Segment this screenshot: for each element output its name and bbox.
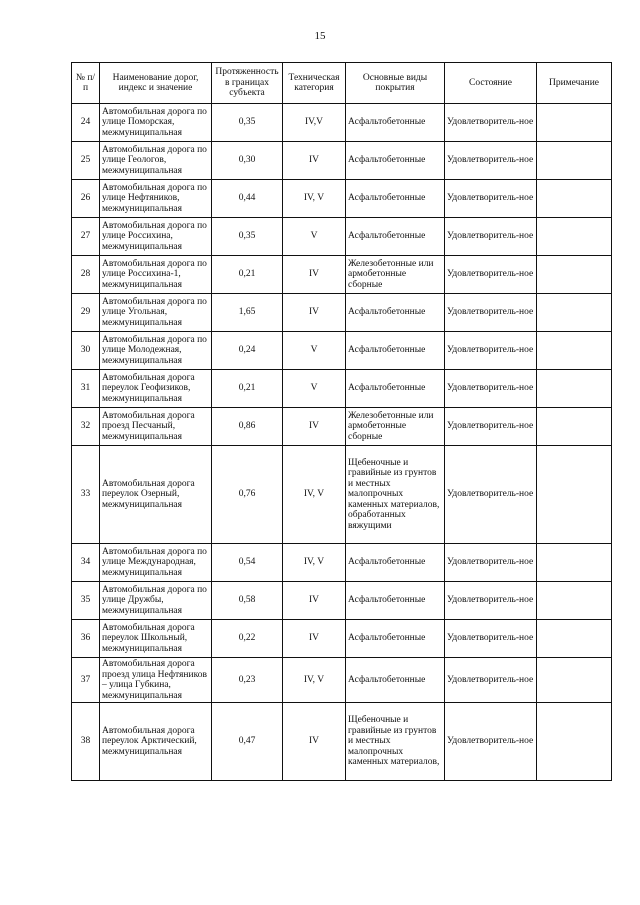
header-name: Наименование дорог, индекс и значение bbox=[100, 63, 212, 104]
cell-note bbox=[537, 408, 612, 446]
cell-surface: Асфальтобетонные bbox=[346, 582, 445, 620]
cell-surface: Щебеночные и гравийные из грунтов и местных малопрочных каменных материалов, обработанных вяжущими bbox=[346, 446, 445, 544]
cell-length: 0,23 bbox=[212, 658, 283, 703]
cell-length: 0,76 bbox=[212, 446, 283, 544]
table-row bbox=[72, 332, 612, 370]
cell-category: IV bbox=[283, 582, 346, 620]
cell-num: 24 bbox=[72, 104, 100, 142]
cell-category: IV, V bbox=[283, 658, 346, 703]
table-row bbox=[72, 703, 612, 781]
cell-category: IV bbox=[283, 256, 346, 294]
cell-length: 0,86 bbox=[212, 408, 283, 446]
cell-category: IV, V bbox=[283, 446, 346, 544]
cell-category: V bbox=[283, 370, 346, 408]
cell-length: 0,35 bbox=[212, 218, 283, 256]
cell-state: Удовлетворитель-ное bbox=[445, 142, 537, 180]
cell-surface: Щебеночные и гравийные из грунтов и местных малопрочных каменных материалов, bbox=[346, 703, 445, 781]
cell-note bbox=[537, 703, 612, 781]
cell-name: Автомобильная дорога по улице Нефтяников, межмуниципальная bbox=[100, 180, 212, 218]
cell-length: 0,30 bbox=[212, 142, 283, 180]
cell-state: Удовлетворитель-ное bbox=[445, 582, 537, 620]
cell-length: 0,58 bbox=[212, 582, 283, 620]
table-row bbox=[72, 218, 612, 256]
cell-category: IV bbox=[283, 703, 346, 781]
cell-note bbox=[537, 370, 612, 408]
cell-name: Автомобильная дорога проезд Песчаный, межмуниципальная bbox=[100, 408, 212, 446]
cell-num: 30 bbox=[72, 332, 100, 370]
cell-category: IV, V bbox=[283, 544, 346, 582]
cell-name: Автомобильная дорога по улице Геологов, межмуниципальная bbox=[100, 142, 212, 180]
cell-note bbox=[537, 104, 612, 142]
cell-category: V bbox=[283, 218, 346, 256]
cell-name: Автомобильная дорога по улице Международная, межмуниципальная bbox=[100, 544, 212, 582]
cell-state: Удовлетворитель-ное bbox=[445, 294, 537, 332]
table-row bbox=[72, 658, 612, 703]
cell-note bbox=[537, 544, 612, 582]
cell-note bbox=[537, 142, 612, 180]
cell-num: 38 bbox=[72, 703, 100, 781]
cell-num: 36 bbox=[72, 620, 100, 658]
cell-state: Удовлетворитель-ное bbox=[445, 332, 537, 370]
header-num: № п/п bbox=[72, 63, 100, 104]
cell-state: Удовлетворитель-ное bbox=[445, 370, 537, 408]
cell-surface: Асфальтобетонные bbox=[346, 218, 445, 256]
cell-length: 0,21 bbox=[212, 370, 283, 408]
cell-state: Удовлетворитель-ное bbox=[445, 104, 537, 142]
cell-note bbox=[537, 332, 612, 370]
cell-state: Удовлетворитель-ное bbox=[445, 218, 537, 256]
cell-length: 0,47 bbox=[212, 703, 283, 781]
cell-surface: Асфальтобетонные bbox=[346, 180, 445, 218]
cell-name: Автомобильная дорога по улице Молодежная, межмуниципальная bbox=[100, 332, 212, 370]
cell-num: 32 bbox=[72, 408, 100, 446]
table-row bbox=[72, 142, 612, 180]
cell-length: 0,22 bbox=[212, 620, 283, 658]
cell-name: Автомобильная дорога по улице Поморская, межмуниципальная bbox=[100, 104, 212, 142]
cell-state: Удовлетворитель-ное bbox=[445, 703, 537, 781]
cell-surface: Асфальтобетонные bbox=[346, 544, 445, 582]
cell-surface: Асфальтобетонные bbox=[346, 370, 445, 408]
cell-name: Автомобильная дорога проезд улица Нефтяников – улица Губкина, межмуниципальная bbox=[100, 658, 212, 703]
cell-length: 0,21 bbox=[212, 256, 283, 294]
cell-state: Удовлетворитель-ное bbox=[445, 544, 537, 582]
cell-length: 0,44 bbox=[212, 180, 283, 218]
cell-state: Удовлетворитель-ное bbox=[445, 180, 537, 218]
cell-name: Автомобильная дорога по улице Угольная, межмуниципальная bbox=[100, 294, 212, 332]
cell-surface: Асфальтобетонные bbox=[346, 142, 445, 180]
cell-category: IV bbox=[283, 408, 346, 446]
cell-state: Удовлетворитель-ное bbox=[445, 620, 537, 658]
table-row bbox=[72, 104, 612, 142]
cell-state: Удовлетворитель-ное bbox=[445, 256, 537, 294]
page-number: 15 bbox=[314, 30, 326, 42]
cell-state: Удовлетворитель-ное bbox=[445, 446, 537, 544]
table-row bbox=[72, 256, 612, 294]
cell-category: IV bbox=[283, 620, 346, 658]
cell-num: 33 bbox=[72, 446, 100, 544]
cell-num: 37 bbox=[72, 658, 100, 703]
cell-length: 0,35 bbox=[212, 104, 283, 142]
cell-length: 0,24 bbox=[212, 332, 283, 370]
header-state: Состояние bbox=[445, 63, 537, 104]
table-row bbox=[72, 294, 612, 332]
header-length: Протяженность в границах субъекта bbox=[212, 63, 283, 104]
cell-name: Автомобильная дорога переулок Школьный, межмуниципальная bbox=[100, 620, 212, 658]
cell-surface: Асфальтобетонные bbox=[346, 658, 445, 703]
cell-state: Удовлетворитель-ное bbox=[445, 658, 537, 703]
cell-surface: Асфальтобетонные bbox=[346, 620, 445, 658]
table-body bbox=[72, 104, 612, 781]
cell-note bbox=[537, 620, 612, 658]
cell-num: 25 bbox=[72, 142, 100, 180]
cell-category: IV,V bbox=[283, 104, 346, 142]
cell-num: 28 bbox=[72, 256, 100, 294]
cell-state: Удовлетворитель-ное bbox=[445, 408, 537, 446]
cell-surface: Асфальтобетонные bbox=[346, 294, 445, 332]
cell-name: Автомобильная дорога переулок Арктический, межмуниципальная bbox=[100, 703, 212, 781]
header-surface: Основные виды покрытия bbox=[346, 63, 445, 104]
cell-num: 29 bbox=[72, 294, 100, 332]
cell-surface: Асфальтобетонные bbox=[346, 332, 445, 370]
cell-num: 31 bbox=[72, 370, 100, 408]
table-row bbox=[72, 620, 612, 658]
header-category: Техническая категория bbox=[283, 63, 346, 104]
cell-note bbox=[537, 294, 612, 332]
cell-name: Автомобильная дорога переулок Геофизиков, межмуниципальная bbox=[100, 370, 212, 408]
cell-name: Автомобильная дорога по улице Россихина, межмуниципальная bbox=[100, 218, 212, 256]
cell-surface: Асфальтобетонные bbox=[346, 104, 445, 142]
cell-note bbox=[537, 218, 612, 256]
cell-category: IV bbox=[283, 142, 346, 180]
cell-name: Автомобильная дорога по улице Россихина-1, межмуниципальная bbox=[100, 256, 212, 294]
cell-note bbox=[537, 446, 612, 544]
table-row bbox=[72, 370, 612, 408]
cell-note bbox=[537, 256, 612, 294]
cell-num: 27 bbox=[72, 218, 100, 256]
cell-length: 1,65 bbox=[212, 294, 283, 332]
cell-num: 34 bbox=[72, 544, 100, 582]
roads-table bbox=[71, 62, 612, 781]
table-header-row bbox=[72, 63, 612, 104]
cell-surface: Железобетонные или армобетонные сборные bbox=[346, 256, 445, 294]
cell-category: V bbox=[283, 332, 346, 370]
cell-note bbox=[537, 582, 612, 620]
cell-note bbox=[537, 180, 612, 218]
cell-surface: Железобетонные или армобетонные сборные bbox=[346, 408, 445, 446]
cell-num: 35 bbox=[72, 582, 100, 620]
table-row bbox=[72, 408, 612, 446]
table-row bbox=[72, 544, 612, 582]
table-row bbox=[72, 180, 612, 218]
cell-category: IV, V bbox=[283, 180, 346, 218]
cell-num: 26 bbox=[72, 180, 100, 218]
cell-name: Автомобильная дорога переулок Озерный, межмуниципальная bbox=[100, 446, 212, 544]
cell-category: IV bbox=[283, 294, 346, 332]
table-row bbox=[72, 446, 612, 544]
table-row bbox=[72, 582, 612, 620]
cell-name: Автомобильная дорога по улице Дружбы, межмуниципальная bbox=[100, 582, 212, 620]
header-note: Примечание bbox=[537, 63, 612, 104]
cell-length: 0,54 bbox=[212, 544, 283, 582]
cell-note bbox=[537, 658, 612, 703]
